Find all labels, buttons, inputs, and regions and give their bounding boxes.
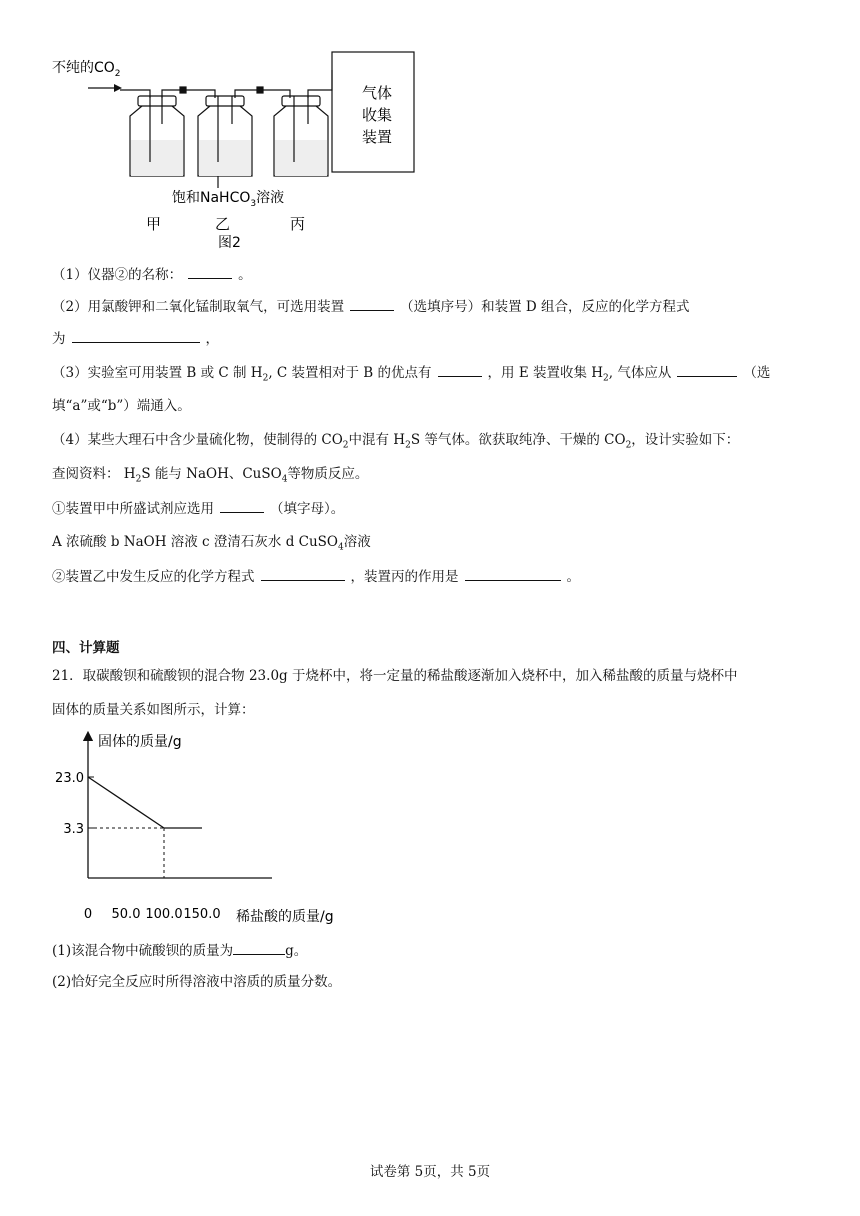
answer-blank[interactable]	[350, 296, 394, 311]
question-4-2: ②装置乙中发生反应的化学方程式 ，装置丙的作用是 。	[52, 566, 580, 587]
answer-blank[interactable]	[220, 498, 264, 513]
question-1: （1）仪器②的名称： 。	[52, 264, 252, 285]
inlet-label: 不纯的$CO_2$	[52, 60, 121, 79]
question-4-options: A 浓硫酸 b NaOH 溶液 c 澄清石灰水 d CuSO$_4$溶液	[52, 534, 371, 553]
question-3: （3）实验室可用装置 B 或 C 制 $H_2$, C 装置相对于 B 的优点有 ，用 E 装置收集 $H_2$, 气体应从 （选	[52, 362, 770, 389]
question-2: （2）用氯酸钾和二氧化锰制取氧气，可选用装置 （选填序号）和装置 D 组合，反应的化学方程式	[52, 296, 690, 317]
figure2-apparatus	[50, 50, 420, 250]
label-jia: 甲	[146, 215, 162, 233]
x-tick-label: 100.0	[145, 907, 183, 922]
y-axis-label: 固体的质量/g	[98, 734, 182, 750]
answer-blank[interactable]	[677, 362, 737, 377]
x-tick-label: 50.0	[111, 907, 141, 922]
bottle-jia	[130, 96, 184, 176]
question-21: 21．取碳酸钡和硫酸钡的混合物 23.0g 于烧杯中，将一定量的稀盐酸逐渐加入烧杯中，加入稀盐酸的质量与烧杯中	[52, 668, 738, 684]
section-title: 四、计算题	[52, 640, 120, 656]
question-4: （4）某些大理石中含少量硫化物，使制得的 $CO_2$中混有 $H_2S$ 等气体。欲获取纯净、干燥的 $CO_2$，设计实验如下：	[52, 432, 740, 451]
x-tick-label: 150.0	[183, 907, 221, 922]
answer-blank[interactable]	[438, 362, 482, 377]
bottle-bing	[274, 96, 328, 176]
question-21-cont: 固体的质量关系如图所示，计算：	[52, 702, 255, 718]
question-3-cont: 填“a”或“b”）端通入。	[52, 398, 191, 414]
collector-label-1: 气体	[362, 84, 393, 102]
answer-blank[interactable]	[233, 940, 285, 955]
question-21-1: (1)该混合物中硫酸钡的质量为 g。	[52, 940, 307, 961]
x-tick-label: 0	[83, 907, 93, 922]
y-tick-label: 3.3	[63, 822, 84, 837]
solution-label: 饱和NaHCO$_3$溶液	[172, 190, 285, 209]
question-4-1: ①装置甲中所盛试剂应选用 （填字母）。	[52, 498, 344, 519]
bottle-yi	[198, 96, 252, 188]
collector-label-3: 装置	[362, 128, 393, 146]
collector-label-2: 收集	[362, 106, 393, 124]
label-bing: 丙	[290, 215, 306, 233]
answer-blank[interactable]	[72, 328, 200, 343]
y-tick-label: 23.0	[55, 771, 84, 786]
answer-blank[interactable]	[261, 566, 345, 581]
label-yi: 乙	[215, 215, 231, 233]
answer-blank[interactable]	[188, 264, 232, 279]
question-4-info: 查阅资料： $H_2S$ 能与 NaOH、CuSO$_4$等物质反应。	[52, 466, 369, 485]
mass-chart	[50, 728, 360, 928]
answer-blank[interactable]	[465, 566, 561, 581]
figure-caption: 图2	[218, 235, 241, 250]
question-21-2: (2)恰好完全反应时所得溶液中溶质的质量分数。	[52, 974, 342, 990]
x-axis-label: 稀盐酸的质量/g	[236, 909, 334, 925]
series-line	[88, 777, 202, 828]
question-2-cont: 为 ，	[52, 328, 219, 349]
inlet-arrow-icon	[88, 84, 122, 92]
page-footer: 试卷第 5页，共 5页	[369, 1164, 491, 1180]
